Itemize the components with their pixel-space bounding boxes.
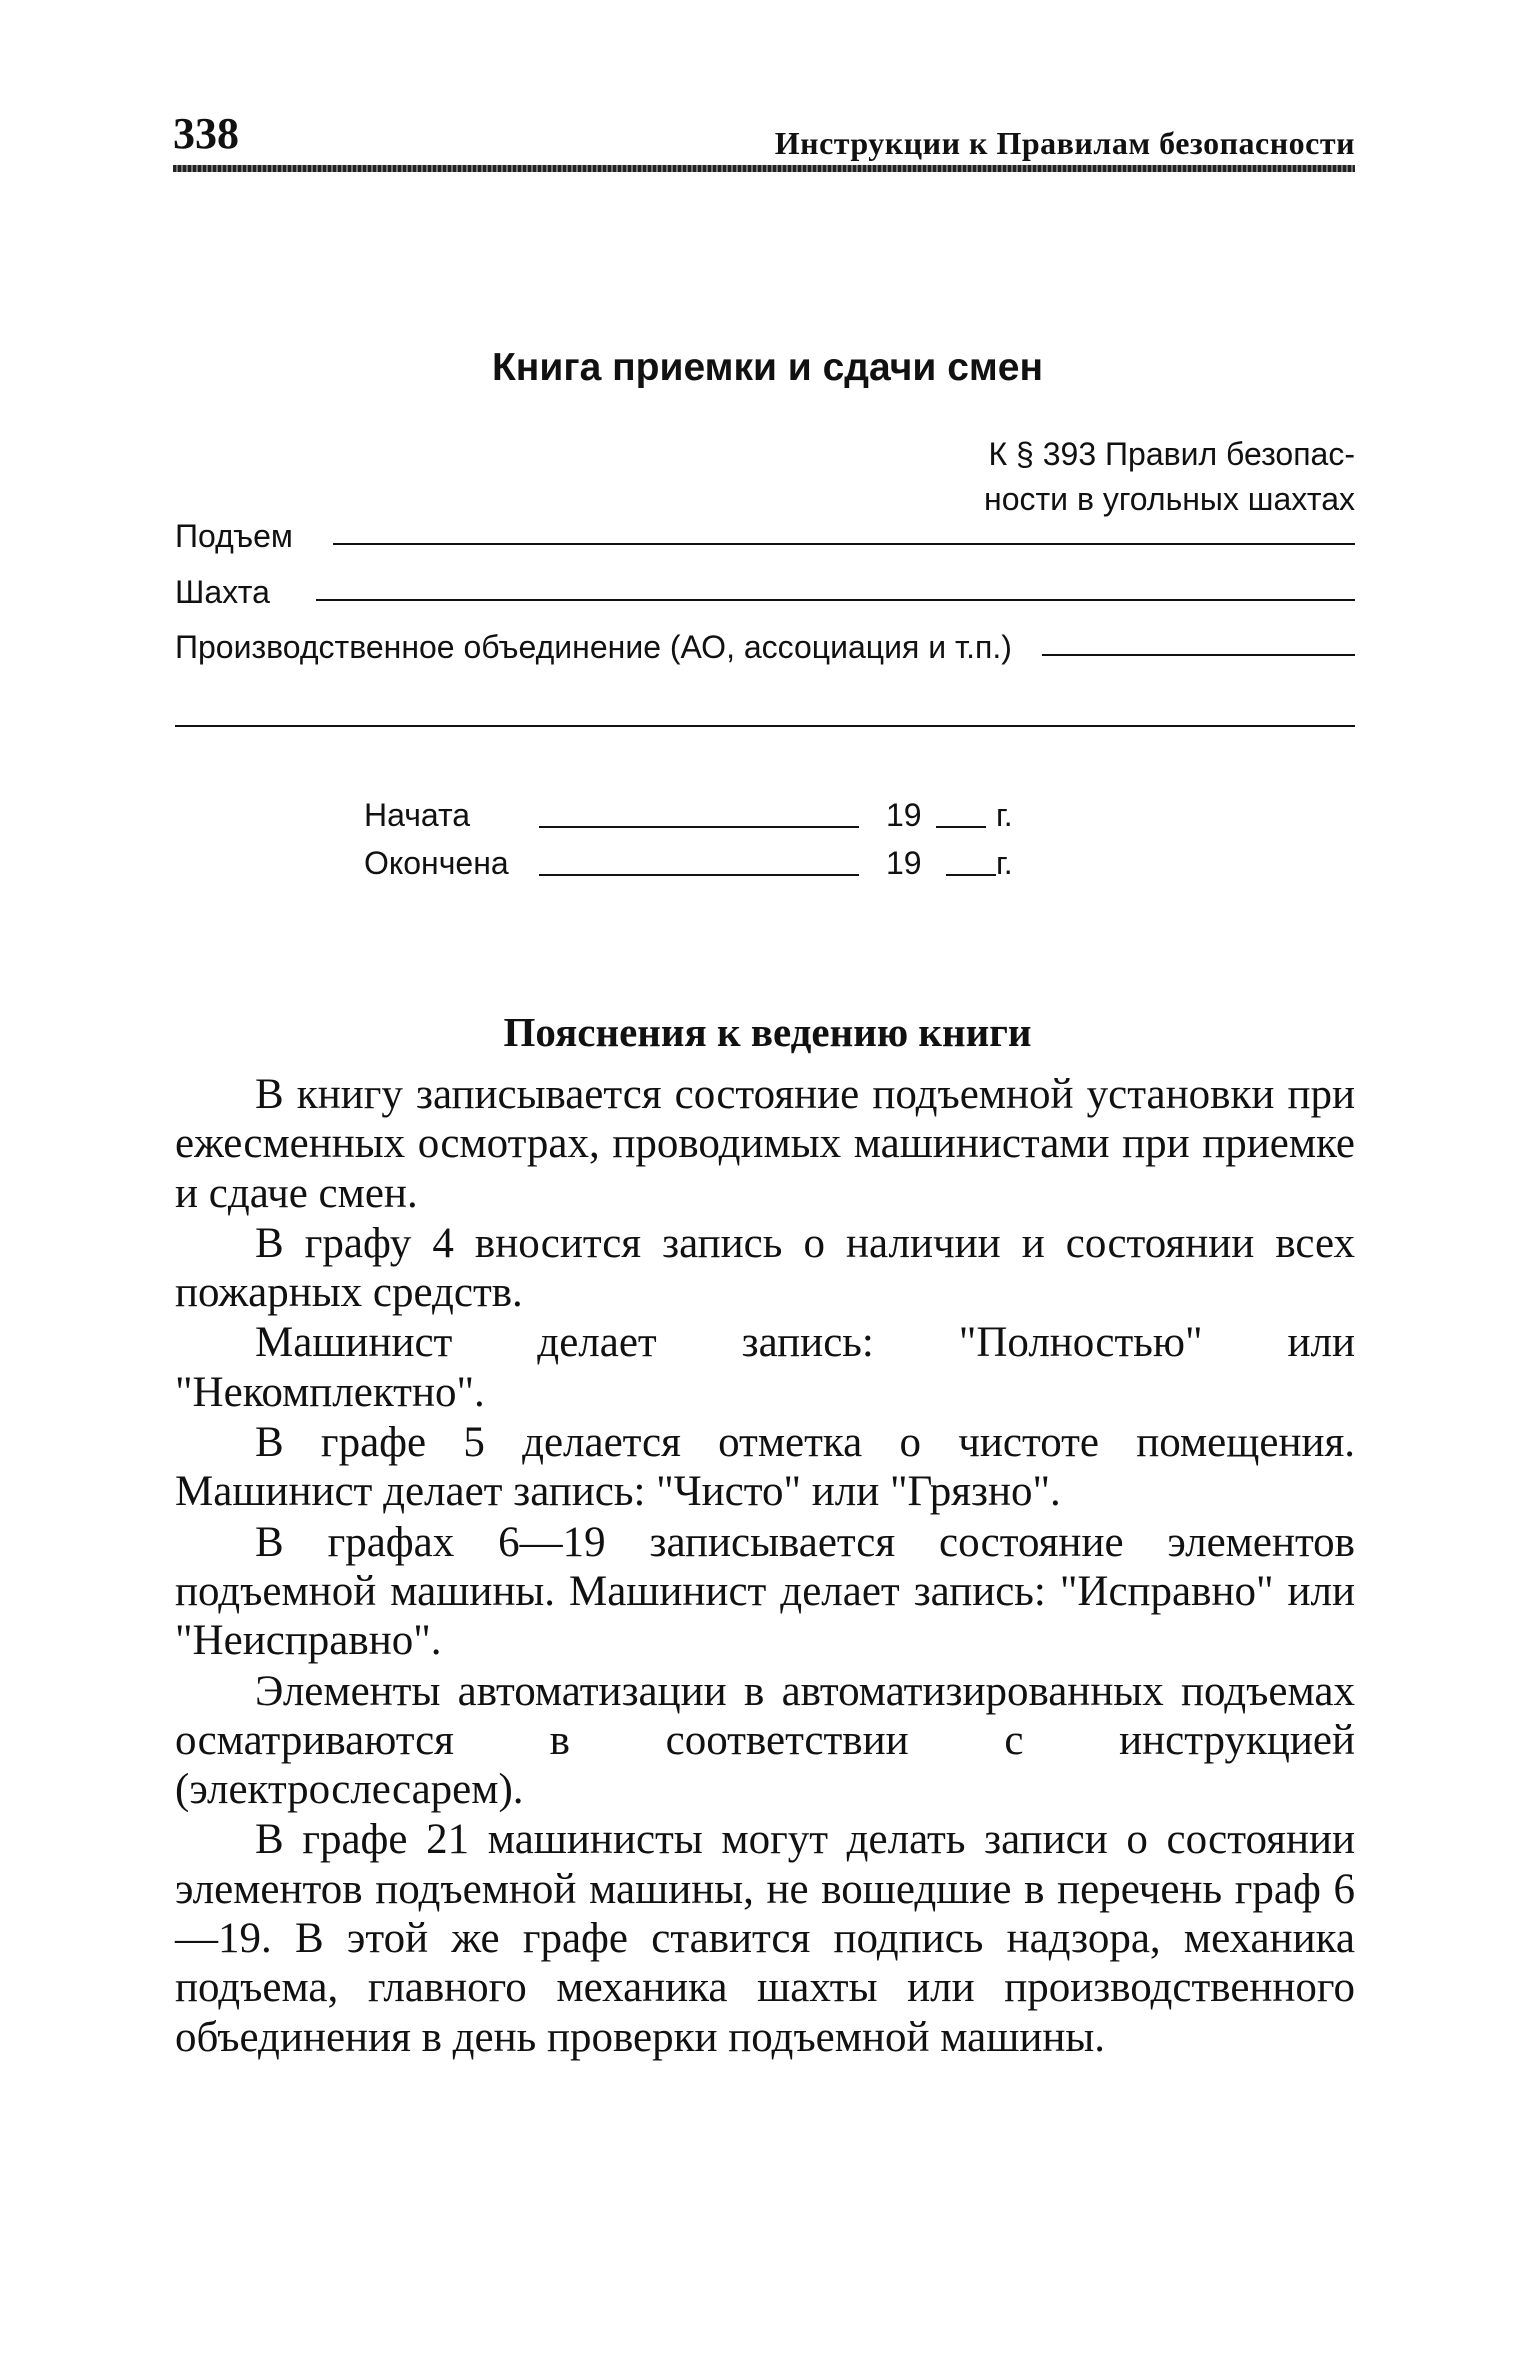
finished-year-prefix: 19 [886,845,922,881]
finished-date-blank [539,874,859,876]
explanations-body [175,1070,1355,2063]
started-row [364,790,1064,834]
explanations-title: Пояснения к ведению книги [503,1009,1032,1055]
started-year-blank [936,826,986,828]
field-association-label: Производственное объединение (АО, ассоциация и т.п.) [175,629,1012,665]
field-mine-blank [316,598,1355,601]
finished-label: Окончена [364,845,509,881]
finished-row [364,838,1064,882]
field-lift-blank [333,542,1355,545]
field-association [175,629,1355,666]
paragraph: В графе 21 машинисты могут делать записи о состоянии элементов подъемной машины, не вошедшие в перечень граф 6—19. В этой же графе ставится подпись надзора, механика подъема, главного механика шахты или производственного объединения в день проверки подъемной машины. [175,1816,1355,2061]
finished-year-suffix: г. [996,845,1013,881]
field-lift [175,518,1355,555]
running-head: Инструкции к Правилам безопасности [774,125,1355,161]
form-reference-line-1: К § 393 Правил безопас- [988,436,1355,472]
header-rule [173,165,1355,172]
form-title: Книга приемки и сдачи смен [491,346,1044,389]
field-association-blank [1042,653,1355,656]
separator-line [175,725,1355,727]
paragraph: Машинист делает запись: "Полностью" или "Некомплектно". [175,1319,1355,1416]
started-date-blank [539,826,859,828]
paragraph: Элементы автоматизации в автоматизированных подъемах осматриваются в соответствии с инструкцией (электрослесарем). [175,1667,1355,1814]
started-label: Начата [364,797,471,833]
paragraph: В графе 5 делается отметка о чистоте помещения. Машинист делает запись: "Чисто" или "Грязно". [175,1419,1355,1516]
field-mine [175,574,1355,611]
field-mine-label: Шахта [175,574,270,610]
paragraph: В книгу записывается состояние подъемной установки при ежесменных осмотрах, проводимых машинистами при приемке и сдаче смен. [175,1071,1355,1217]
page-number: 338 [173,109,239,158]
paragraph: В графу 4 вносится запись о наличии и состоянии всех пожарных средств. [175,1219,1355,1317]
field-lift-label: Подъем [175,518,293,554]
paragraph: В графах 6—19 записывается состояние элементов подъемной машины. Машинист делает запись: "Исправно" или "Неисправно". [175,1518,1355,1665]
finished-year-blank [946,874,996,876]
started-year-prefix: 19 [886,797,922,833]
started-year-suffix: г. [996,797,1013,833]
form-reference-line-2: ности в угольных шахтах [984,481,1355,517]
form-reference [895,432,1355,522]
